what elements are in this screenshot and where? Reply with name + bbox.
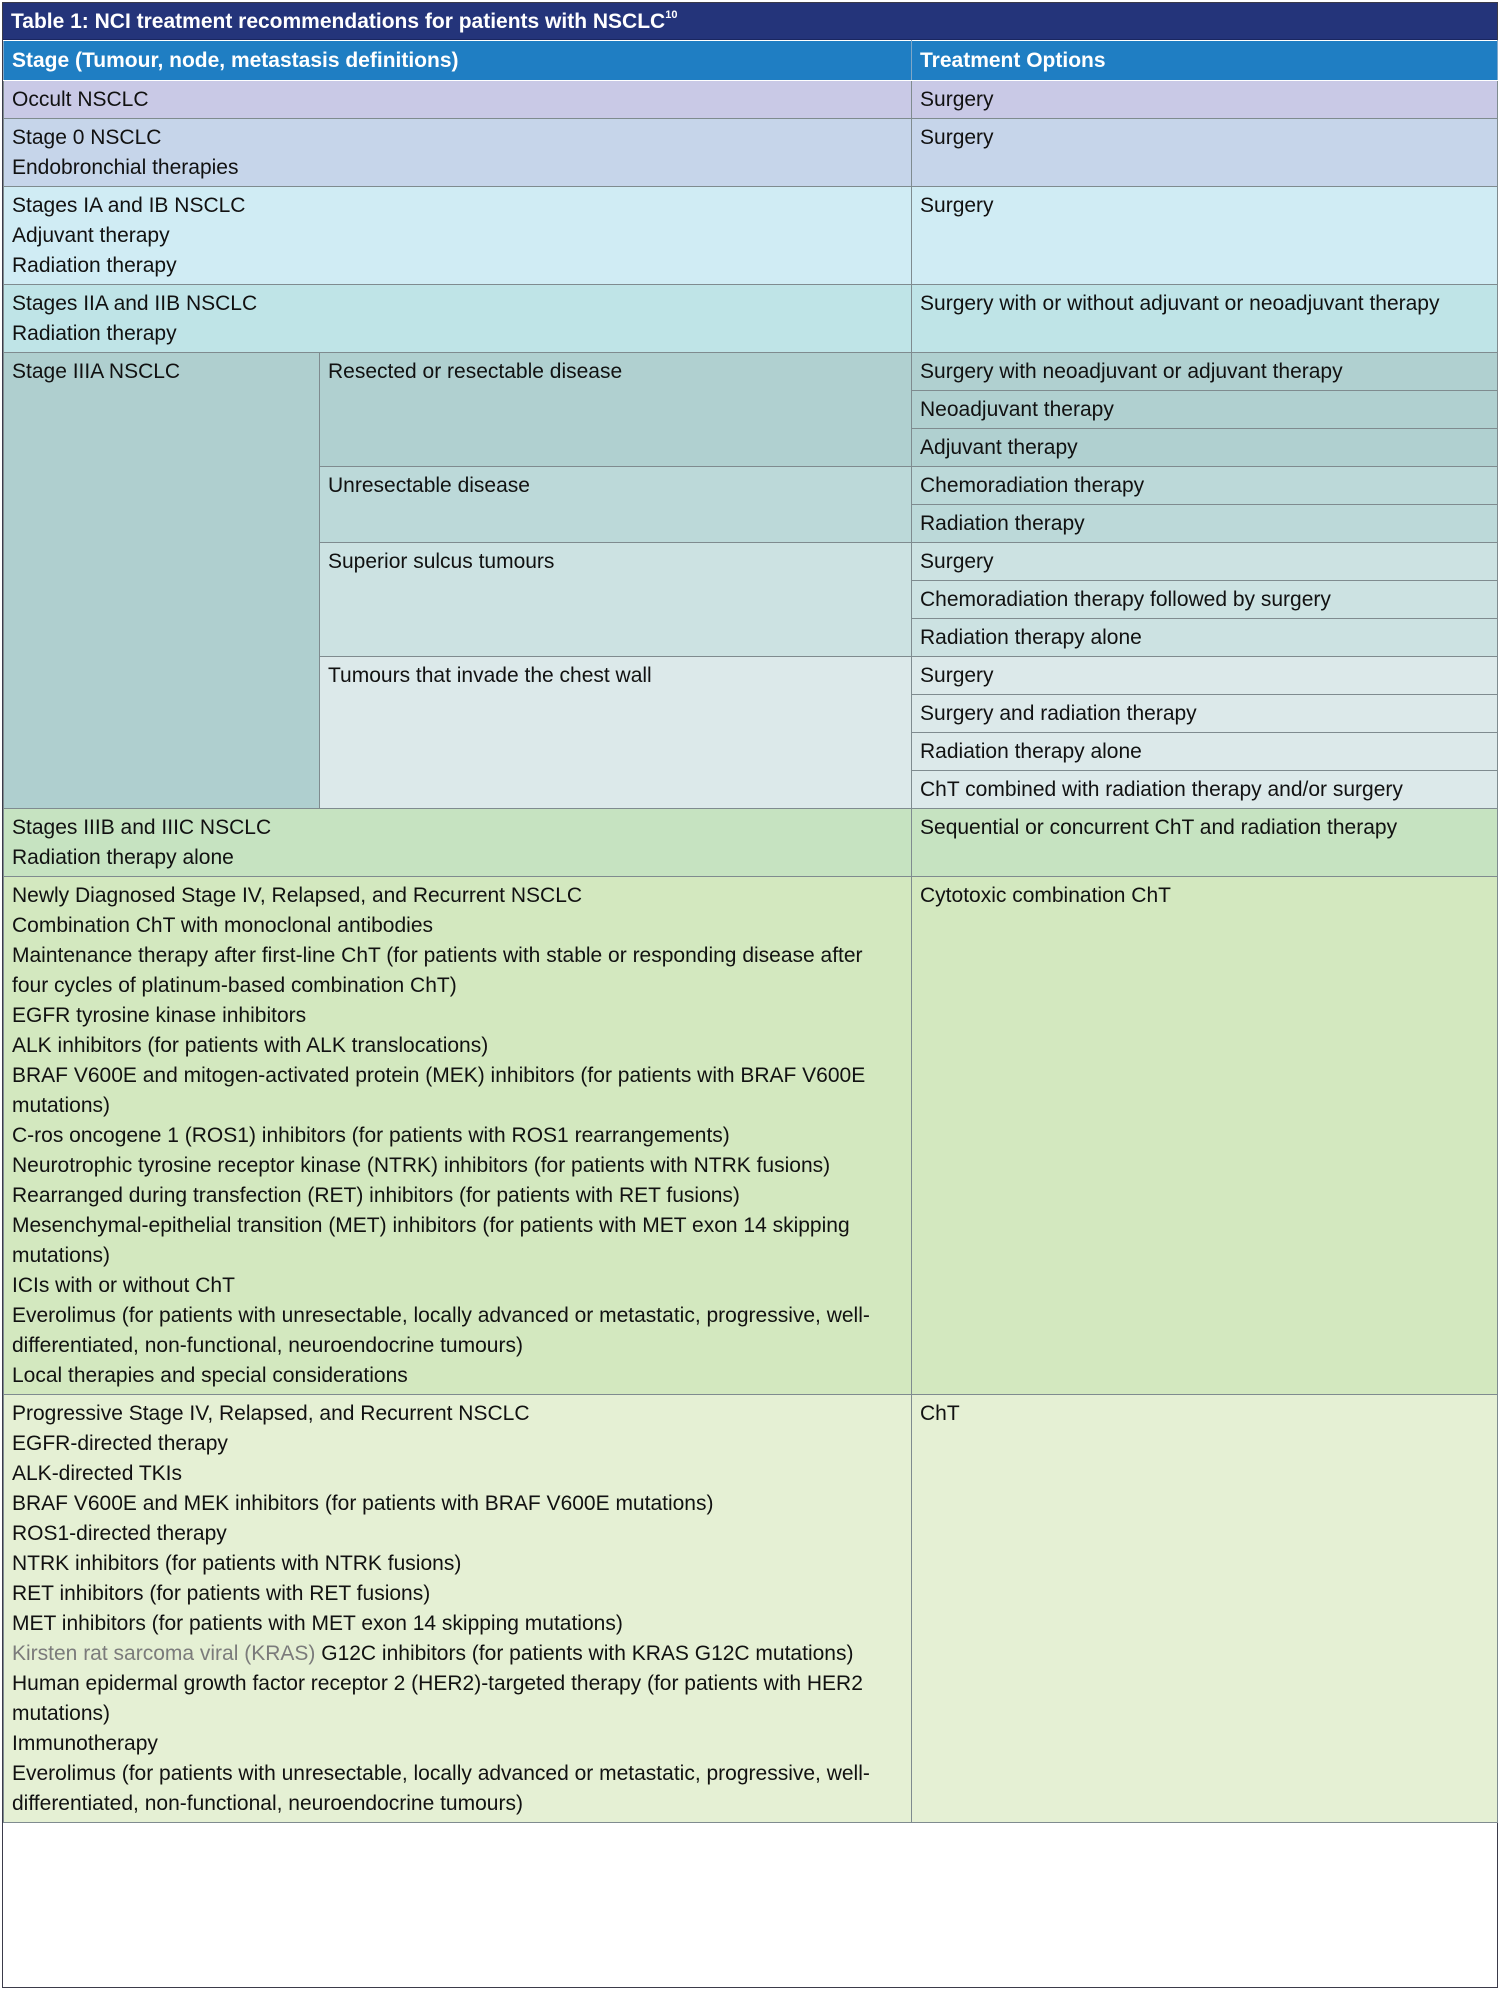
treatment-cell: ChT combined with radiation therapy and/or surgery [912, 771, 1498, 809]
stage-line: Stage 0 NSCLC [12, 126, 162, 149]
stage-line: EGFR tyrosine kinase inhibitors [12, 1004, 307, 1027]
stage-line: EGFR-directed therapy [12, 1432, 228, 1455]
treatment-cell: Chemoradiation therapy [912, 467, 1498, 505]
stage-line: NTRK inhibitors (for patients with NTRK fusions) [12, 1552, 462, 1575]
treatment-cell: Radiation therapy alone [912, 733, 1498, 771]
title-reference: 10 [665, 9, 678, 21]
stage-line: Endobronchial therapies [12, 156, 239, 179]
stage-line: RET inhibitors (for patients with RET fusions) [12, 1582, 431, 1605]
table-row [4, 1395, 1498, 1823]
stage-line: ALK-directed TKIs [12, 1462, 183, 1485]
stage-line: Everolimus (for patients with unresectable, locally advanced or metastatic, progressive, well-differentiated, non-functional, neuroendocrine tumours) [12, 1304, 870, 1357]
kras-rest: G12C inhibitors (for patients with KRAS G12C mutations) [315, 1642, 854, 1665]
stage-line: Radiation therapy alone [12, 846, 234, 869]
table-title-text: Table 1: NCI treatment recommendations for patients with NSCLC [11, 10, 666, 33]
stage-line: Immunotherapy [12, 1732, 158, 1755]
kras-line [12, 1639, 903, 1669]
stage-line: Stages IIA and IIB NSCLC [12, 292, 258, 315]
table-title [3, 3, 1497, 40]
stage-line: Mesenchymal-epithelial transition (MET) inhibitors (for patients with MET exon 14 skipping mutations) [12, 1214, 850, 1267]
treatment-cell: Sequential or concurrent ChT and radiation therapy [912, 809, 1498, 877]
treatment-cell: Adjuvant therapy [912, 429, 1498, 467]
treatment-cell: Cytotoxic combination ChT [912, 877, 1498, 1395]
treatment-cell: Surgery with or without adjuvant or neoadjuvant therapy [912, 285, 1498, 353]
stage-line: Stages IIIB and IIIC NSCLC [12, 816, 272, 839]
table-frame [2, 2, 1498, 1988]
stage-line: Progressive Stage IV, Relapsed, and Recurrent NSCLC [12, 1402, 530, 1425]
table-row [4, 285, 1498, 353]
treatment-cell: Surgery [912, 81, 1498, 119]
table-header-row [4, 41, 1498, 81]
subgroup-cell: Unresectable disease [320, 467, 912, 543]
stage-line: Local therapies and special considerations [12, 1364, 408, 1387]
subgroup-cell: Resected or resectable disease [320, 353, 912, 467]
stage-line: BRAF V600E and mitogen-activated protein (MEK) inhibitors (for patients with BRAF V600E mutations) [12, 1064, 866, 1117]
stage-line: Stages IA and IB NSCLC [12, 194, 246, 217]
treatment-cell: Surgery and radiation therapy [912, 695, 1498, 733]
stage-line: Human epidermal growth factor receptor 2 (HER2)-targeted therapy (for patients with HER2 mutations) [12, 1672, 863, 1725]
treatment-cell: Chemoradiation therapy followed by surgery [912, 581, 1498, 619]
stage-line: Everolimus (for patients with unresectable, locally advanced or metastatic, progressive, well-differentiated, non-functional, neuroendocrine tumours) [12, 1762, 870, 1815]
table-row [4, 877, 1498, 1395]
stage-line: BRAF V600E and MEK inhibitors (for patients with BRAF V600E mutations) [12, 1492, 714, 1515]
stage-line: MET inhibitors (for patients with MET exon 14 skipping mutations) [12, 1612, 623, 1635]
table-row [4, 119, 1498, 187]
treatment-cell: Surgery [912, 187, 1498, 285]
subgroup-cell: Tumours that invade the chest wall [320, 657, 912, 809]
stage-line: Combination ChT with monoclonal antibodies [12, 914, 434, 937]
table-row [4, 353, 1498, 391]
stage-cell [4, 1395, 912, 1823]
treatment-cell: Neoadjuvant therapy [912, 391, 1498, 429]
treatment-cell: Radiation therapy [912, 505, 1498, 543]
treatment-cell: Surgery with neoadjuvant or adjuvant therapy [912, 353, 1498, 391]
stage-line: Radiation therapy [12, 322, 177, 345]
treatment-cell: Surgery [912, 119, 1498, 187]
stage-line: Newly Diagnosed Stage IV, Relapsed, and Recurrent NSCLC [12, 884, 583, 907]
table-row [4, 187, 1498, 285]
stage-line: Rearranged during transfection (RET) inhibitors (for patients with RET fusions) [12, 1184, 740, 1207]
stage-line: Neurotrophic tyrosine receptor kinase (NTRK) inhibitors (for patients with NTRK fusions) [12, 1154, 831, 1177]
stage-line: Radiation therapy [12, 254, 177, 277]
treatment-cell: Radiation therapy alone [912, 619, 1498, 657]
stage-cell [4, 119, 912, 187]
stage-line: C-ros oncogene 1 (ROS1) inhibitors (for patients with ROS1 rearrangements) [12, 1124, 730, 1147]
table-row [4, 809, 1498, 877]
stage-cell [4, 877, 912, 1395]
stage-cell: Occult NSCLC [4, 81, 912, 119]
stage-cell [4, 187, 912, 285]
treatment-cell: Surgery [912, 543, 1498, 581]
stage-line: Maintenance therapy after first-line ChT (for patients with stable or responding disease after four cycles of platinum-based combination ChT) [12, 944, 863, 997]
subgroup-cell: Superior sulcus tumours [320, 543, 912, 657]
stage-iiia-cell: Stage IIIA NSCLC [4, 353, 320, 809]
treatment-cell: Surgery [912, 657, 1498, 695]
treatment-table [3, 40, 1498, 1823]
stage-line: ICIs with or without ChT [12, 1274, 235, 1297]
treatment-cell: ChT [912, 1395, 1498, 1823]
header-treatment: Treatment Options [912, 41, 1498, 81]
kras-term: Kirsten rat sarcoma viral (KRAS) [12, 1642, 316, 1665]
header-stage: Stage (Tumour, node, metastasis definitions) [4, 41, 912, 81]
stage-line: Adjuvant therapy [12, 224, 170, 247]
stage-line: ALK inhibitors (for patients with ALK translocations) [12, 1034, 489, 1057]
stage-cell [4, 285, 912, 353]
table-row [4, 81, 1498, 119]
stage-cell [4, 809, 912, 877]
stage-line: ROS1-directed therapy [12, 1522, 227, 1545]
